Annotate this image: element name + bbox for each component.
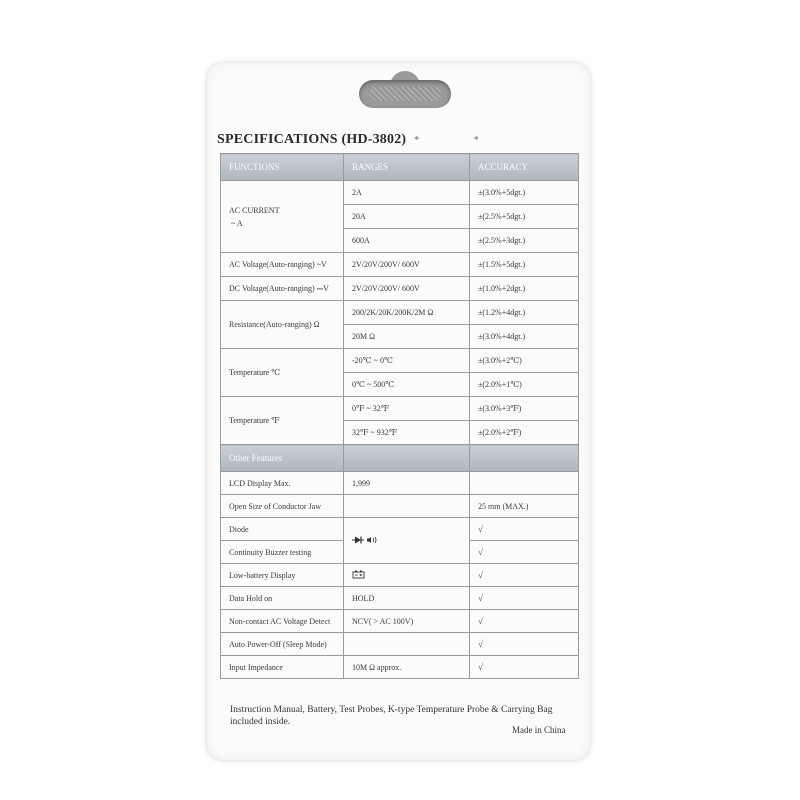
feature-value: [344, 495, 470, 518]
feature-row: [221, 472, 579, 495]
accuracy-cell: ±(1.5%+5dgt.): [470, 253, 579, 277]
accuracy-cell: ±(2.0%+1℃): [470, 373, 579, 397]
feature-name: Low-battery Display: [221, 564, 344, 587]
range-cell: 2V/20V/200V/ 600V: [344, 253, 470, 277]
feature-name: Continuity Buzzer testing: [221, 541, 344, 564]
spec-title: [217, 132, 505, 148]
accuracy-cell: ±(2.0%+2℉): [470, 421, 579, 445]
table-row: [221, 397, 579, 421]
diode-buzzer-cell: [344, 518, 470, 564]
table-row: [221, 301, 579, 325]
feature-row: [221, 656, 579, 679]
table-row: [221, 277, 579, 301]
spec-table: [220, 153, 579, 679]
spec-title-text: SPECIFICATIONS (HD-3802): [217, 132, 407, 147]
dc-voltage-label: DC Voltage(Auto-ranging) ⎓V: [221, 277, 344, 301]
range-cell: 2A: [344, 181, 470, 205]
feature-name: Non-contact AC Voltage Detect: [221, 610, 344, 633]
range-cell: -20℃ ~ 0℃: [344, 349, 470, 373]
accuracy-cell: ±(1.0%+2dgt.): [470, 277, 579, 301]
range-cell: 32℉ ~ 932℉: [344, 421, 470, 445]
range-cell: 0℉ ~ 32℉: [344, 397, 470, 421]
other-features-header: Other Features: [221, 445, 344, 472]
feature-extra: √: [470, 587, 579, 610]
accuracy-cell: ±(3.0%+2℃): [470, 349, 579, 373]
hang-hole-texture: [369, 87, 441, 101]
feature-extra: [470, 472, 579, 495]
feature-row: [221, 610, 579, 633]
feature-value: NCV( > AC 100V): [344, 610, 470, 633]
feature-name: LCD Display Max.: [221, 472, 344, 495]
temp-c-label: Temperature ℃: [221, 349, 344, 397]
ac-current-label: [221, 181, 344, 253]
accuracy-cell: ±(2.5%+5dgt.): [470, 205, 579, 229]
feature-extra: √: [470, 518, 579, 541]
feature-extra: √: [470, 541, 579, 564]
feature-name: Open Size of Conductor Jaw: [221, 495, 344, 518]
range-cell: 20A: [344, 205, 470, 229]
feature-name: Diode: [221, 518, 344, 541]
feature-value: 1,999: [344, 472, 470, 495]
feature-name: Data Hold on: [221, 587, 344, 610]
range-cell: 600A: [344, 229, 470, 253]
feature-extra: √: [470, 633, 579, 656]
battery-cell: [344, 564, 470, 587]
feature-extra: √: [470, 610, 579, 633]
other-features-header-blank: [470, 445, 579, 472]
resistance-label: Resistance(Auto-ranging) Ω: [221, 301, 344, 349]
feature-value: 10M Ω approx.: [344, 656, 470, 679]
battery-icon: [352, 570, 366, 581]
made-in-label: Made in China: [512, 725, 566, 735]
other-features-header-blank: [344, 445, 470, 472]
feature-row: [221, 495, 579, 518]
diode-buzzer-icon: [352, 535, 378, 547]
range-cell: 200/2K/20K/200K/2M Ω: [344, 301, 470, 325]
other-features-header-row: [221, 445, 579, 472]
accuracy-cell: ±(3.0%+5dgt.): [470, 181, 579, 205]
accuracy-cell: ±(3.0%+4dgt.): [470, 325, 579, 349]
table-header-row: [221, 154, 579, 181]
feature-name: Auto Power-Off (Sleep Mode): [221, 633, 344, 656]
feature-extra: √: [470, 564, 579, 587]
temp-f-label: Temperature ℉: [221, 397, 344, 445]
ac-current-label-line1: AC CURRENT: [229, 205, 280, 215]
header-functions: FUNCTIONS: [221, 154, 344, 181]
feature-name: Input Impedance: [221, 656, 344, 679]
ac-current-label-line2: ~ A: [231, 218, 243, 228]
feature-row: [221, 518, 579, 541]
table-row: [221, 253, 579, 277]
range-cell: 2V/20V/200V/ 600V: [344, 277, 470, 301]
feature-value: [344, 633, 470, 656]
header-accuracy: ACCURACY: [470, 154, 579, 181]
ac-voltage-label: AC Voltage(Auto-ranging) ~V: [221, 253, 344, 277]
table-row: [221, 349, 579, 373]
table-row: [221, 181, 579, 205]
feature-value: HOLD: [344, 587, 470, 610]
accuracy-cell: ±(2.5%+3dgt.): [470, 229, 579, 253]
range-cell: 0℃ ~ 500℃: [344, 373, 470, 397]
feature-row: [221, 633, 579, 656]
included-items-note: Instruction Manual, Battery, Test Probes, K-type Temperature Probe & Carrying Bag included inside.: [230, 705, 553, 727]
accuracy-cell: ±(3.0%+3℉): [470, 397, 579, 421]
accuracy-cell: ±(1.2%+4dgt.): [470, 301, 579, 325]
feature-row: [221, 587, 579, 610]
feature-row: [221, 564, 579, 587]
header-ranges: RANGES: [344, 154, 470, 181]
range-cell: 20M Ω: [344, 325, 470, 349]
feature-extra: 25 mm (MAX.): [470, 495, 579, 518]
title-marks: * *: [414, 135, 505, 146]
feature-extra: √: [470, 656, 579, 679]
